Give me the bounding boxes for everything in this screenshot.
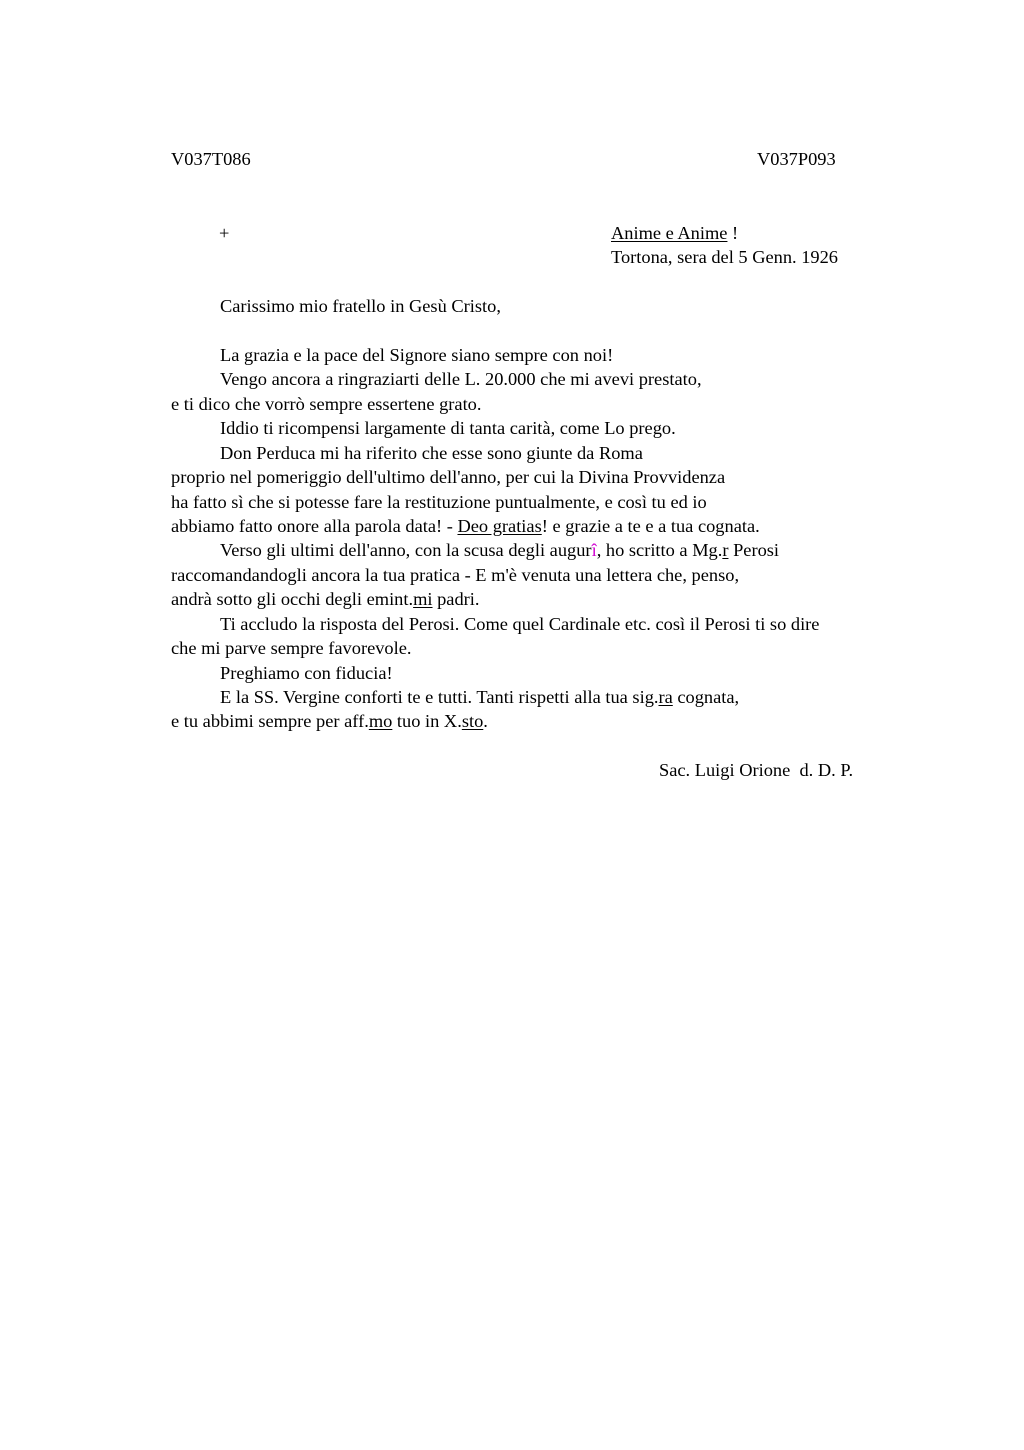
body-line: che mi parve sempre favorevole. xyxy=(171,638,412,658)
body-text: padri. xyxy=(432,589,480,609)
underlined-abbreviation: sto xyxy=(461,711,484,731)
body-line: ha fatto sì che si potesse fare la restituzione puntualmente, e così tu ed io xyxy=(171,492,707,512)
body-line: Ti accludo la risposta del Perosi. Come quel Cardinale etc. così il Perosi ti so dire xyxy=(220,614,820,634)
motto-suffix: ! xyxy=(727,223,739,243)
body-text: E la SS. Vergine conforti te e tutti. Tanti rispetti alla tua sig. xyxy=(220,687,659,707)
underlined-phrase: Deo gratias xyxy=(457,516,542,536)
body-text: tuo in X. xyxy=(392,711,462,731)
body-line xyxy=(220,688,739,706)
salutation: Carissimo mio fratello in Gesù Cristo, xyxy=(220,296,501,316)
body-line xyxy=(220,541,779,559)
body-text: . xyxy=(483,711,488,731)
body-text: andrà sotto gli occhi degli emint. xyxy=(171,589,414,609)
motto-text: Anime e Anime xyxy=(611,223,728,243)
body-text: cognata, xyxy=(672,687,740,707)
body-line: La grazia e la pace del Signore siano sempre con noi! xyxy=(220,345,614,365)
signature: Sac. Luigi Orione d. D. P. xyxy=(659,760,854,780)
body-text: Perosi xyxy=(728,540,780,560)
body-line: raccomandandogli ancora la tua pratica - E m'è venuta una lettera che, penso, xyxy=(171,565,740,585)
body-line: e ti dico che vorrò sempre essertene grato. xyxy=(171,394,482,414)
body-line xyxy=(171,590,480,608)
place-date: Tortona, sera del 5 Genn. 1926 xyxy=(611,247,838,267)
body-line: Vengo ancora a ringraziarti delle L. 20.000 che mi avevi prestato, xyxy=(220,369,702,389)
body-line: proprio nel pomeriggio dell'ultimo dell'anno, per cui la Divina Provvidenza xyxy=(171,467,726,487)
body-text: e tu abbimi sempre per aff. xyxy=(171,711,369,731)
underlined-abbreviation: mi xyxy=(413,589,433,609)
underlined-abbreviation: ra xyxy=(658,687,673,707)
body-text: abbiamo fatto onore alla parola data! - xyxy=(171,516,458,536)
motto xyxy=(611,224,738,242)
underlined-abbreviation: r xyxy=(722,540,729,560)
document-code-left: V037T086 xyxy=(171,149,251,169)
body-line xyxy=(171,712,488,730)
highlighted-character: î xyxy=(591,540,597,560)
underlined-abbreviation: mo xyxy=(368,711,393,731)
document-code-right: V037P093 xyxy=(757,149,836,169)
body-line xyxy=(171,517,760,535)
body-text: , ho scritto a Mg. xyxy=(596,540,723,560)
body-line: Don Perduca mi ha riferito che esse sono giunte da Roma xyxy=(220,443,643,463)
cross-symbol: + xyxy=(219,223,230,243)
body-line: Preghiamo con fiducia! xyxy=(220,663,393,683)
body-text: Verso gli ultimi dell'anno, con la scusa degli augur xyxy=(220,540,592,560)
body-line: Iddio ti ricompensi largamente di tanta carità, come Lo prego. xyxy=(220,418,676,438)
body-text: ! e grazie a te e a tua cognata. xyxy=(541,516,760,536)
